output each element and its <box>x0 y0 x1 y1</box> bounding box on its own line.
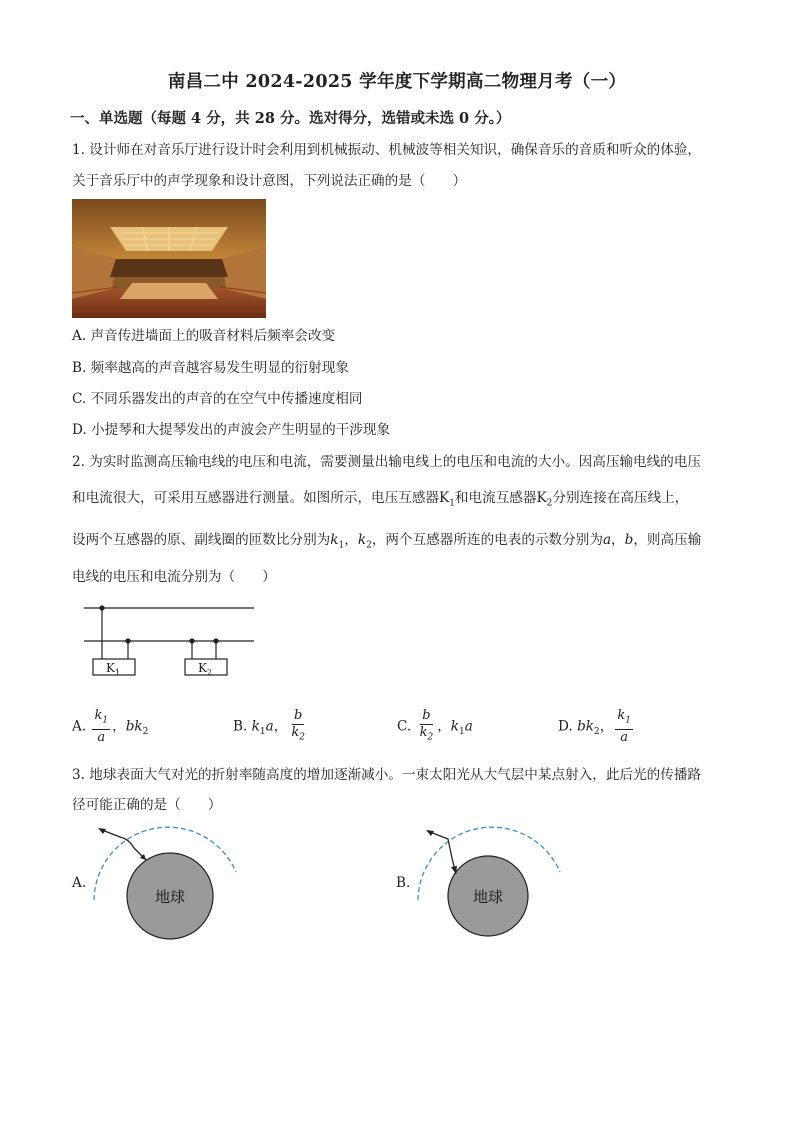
q3-stem-line2: 径可能正确的是（ ） <box>72 797 222 813</box>
q1-option-c: C. 不同乐器发出的声音的在空气中传播速度相同 <box>72 391 363 407</box>
q3-option-a-diagram <box>86 822 246 944</box>
q2-stem-line4: 电线的电压和电流分别为（ ） <box>72 569 276 585</box>
q2-option-a: A. $\frac{k_1}{a}$ ，$bk_2$ <box>72 708 149 745</box>
q1-option-d: D. 小提琴和大提琴发出的声波会产生明显的干涉现象 <box>72 422 391 438</box>
concert-hall-image <box>72 199 266 318</box>
q2-option-c: C. $\frac{b}{k_2}$ ，$k_1a$ <box>397 708 473 743</box>
earth-label: 地球 <box>472 888 504 906</box>
q2-stem-line2: 和电流很大，可采用互感器进行测量。如图所示，电压互感器$K_1$和电流互感器$K_2$分别连接在高压线上， <box>72 490 689 509</box>
k1-label: $K_1$ <box>106 661 121 677</box>
q1-option-a: A. 声音传进墙面上的吸音材料后频率会改变 <box>72 328 336 344</box>
q3-stem-line1: 3. 地球表面大气对光的折射率随高度的增加逐渐减小。一束太阳光从大气层中某点射入，此后光的传播路 <box>72 767 702 783</box>
q3-option-b-label: B. <box>396 875 411 891</box>
q3-option-b-diagram <box>410 822 570 944</box>
k2-label: $K_2$ <box>198 661 213 677</box>
section-heading: 一、单选题（每题 4 分，共 28 分。选对得分，选错或未选 0 分。） <box>70 110 511 127</box>
q1-stem-line2: 关于音乐厅中的声学现象和设计意图，下列说法正确的是（ ） <box>72 173 467 189</box>
page-title: 南昌二中 2024-2025 学年度下学期高二物理月考（一） <box>167 72 627 92</box>
earth-label: 地球 <box>154 888 186 906</box>
q2-option-b: B. $k_1a$， $\frac{b}{k_2}$ <box>233 708 305 743</box>
q2-option-d: D. $bk_2$， $\frac{k_1}{a}$ <box>558 708 631 745</box>
q1-stem-line1: 1. 设计师在对音乐厅进行设计时会利用到机械振动、机械波等相关知识，确保音乐的音质和听众的体验， <box>72 142 702 158</box>
ray-arrow-2 <box>451 866 457 874</box>
q2-stem-line3: 设两个互感器的原、副线圈的匝数比分别为$k_1$，$k_2$，两个互感器所连的电表的示数分别为a，b，则高压输 <box>72 532 702 551</box>
ray-arrow-1 <box>426 830 434 836</box>
transformer-circuit-diagram <box>84 598 258 680</box>
q1-option-b: B. 频率越高的声音越容易发生明显的衍射现象 <box>72 360 349 376</box>
q2-stem-line1: 2. 为实时监测高压输电线的电压和电流，需要测量出输电线上的电压和电流的大小。因高压输电线的电压 <box>72 454 702 470</box>
q3-option-a-label: A. <box>72 875 87 891</box>
light-ray <box>102 830 146 860</box>
